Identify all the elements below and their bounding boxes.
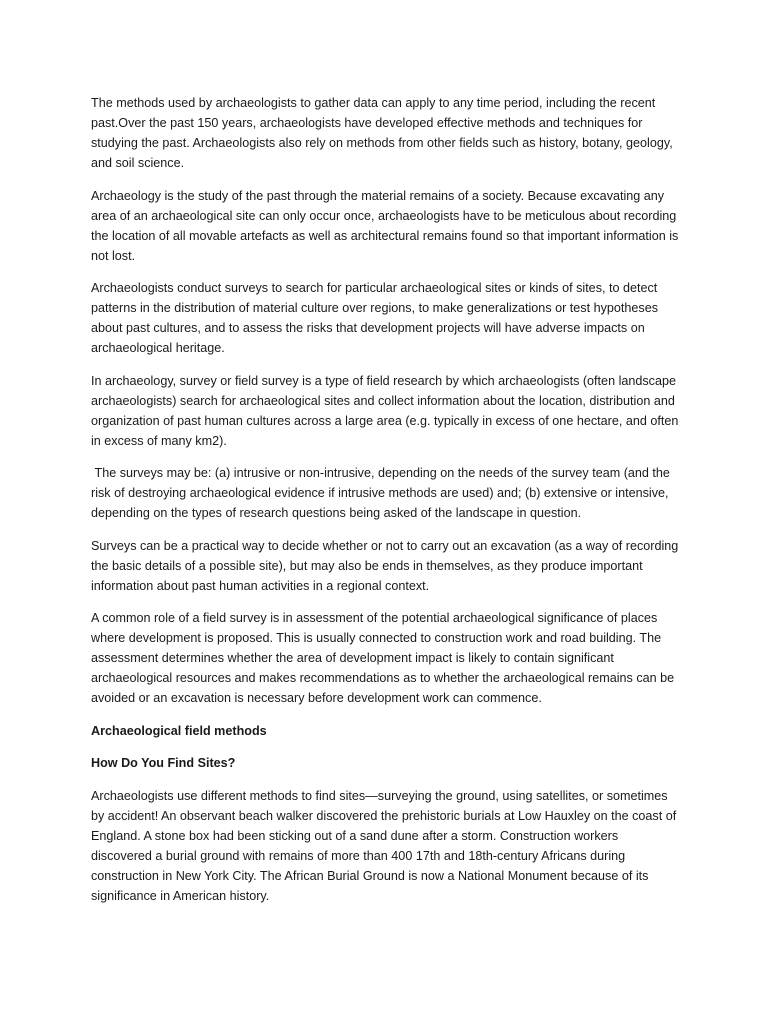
paragraph-field-survey-definition: In archaeology, survey or field survey is a type of field research by which archaeologists (often landscape archaeologists) search for archaeological sites and collect information about the location, distribution and organization of past human cultures across a large area (e.g. typically in excess of one hectare, and often in excess of many km2).: [91, 373, 682, 448]
paragraph-methods-intro: The methods used by archaeologists to gather data can apply to any time period, including the recent past.Over the past 150 years, archaeologists have developed effective methods and techniques for studying the past. Archaeologists also rely on methods from other fields such as history, botany, geology, and soil science.: [91, 96, 677, 170]
document-body: [91, 93, 681, 918]
heading-field-methods: Archaeological field methods: [91, 723, 267, 738]
heading-find-sites: How Do You Find Sites?: [91, 756, 236, 770]
paragraph-archaeology-definition: Archaeology is the study of the past through the material remains of a society. Because excavating any area of an archaeological site can only occur once, archaeologists have to be meticulous about recording the location of all movable artefacts as well as architectural remains found so that important information is not lost.: [91, 188, 682, 263]
paragraph-survey-practical-use: Surveys can be a practical way to decide whether or not to carry out an excavation (as a way of recording the basic details of a possible site), but may also be ends in themselves, as they produce important information about past human activities in a regional context.: [91, 538, 682, 593]
paragraph-surveys-purpose: Archaeologists conduct surveys to search for particular archaeological sites or kinds of sites, to detect patterns in the distribution of material culture over regions, to make generalizations or test hypotheses about past cultures, and to assess the risks that development projects will have adverse impacts on archaeological heritage.: [91, 281, 662, 355]
paragraph-field-survey-role: A common role of a field survey is in assessment of the potential archaeological significance of places where development is proposed. This is usually connected to construction work and road building. The assessment determines whether the area of development impact is likely to contain significant archaeological resources and makes recommendations as to whether the archaeological remains can be avoided or an excavation is necessary before development work can commence.: [91, 611, 678, 705]
paragraph-survey-types: The surveys may be: (a) intrusive or non-intrusive, depending on the needs of the survey team (and the risk of destroying archaeological evidence if intrusive methods are used) and; (b) extensive or intensive, depending on the types of research questions being asked of the landscape in question.: [91, 466, 674, 520]
paragraph-finding-sites: Archaeologists use different methods to find sites—surveying the ground, using satellites, or sometimes by accident! An observant beach walker discovered the prehistoric burials at Low Hauxley on the coast of England. A stone box had been sticking out of a sand dune after a storm. Construction workers discovered a burial ground with remains of more than 400 17th and 18th-century Africans during construction in New York City. The African Burial Ground is now a National Monument because of its significance in American history.: [91, 788, 680, 903]
